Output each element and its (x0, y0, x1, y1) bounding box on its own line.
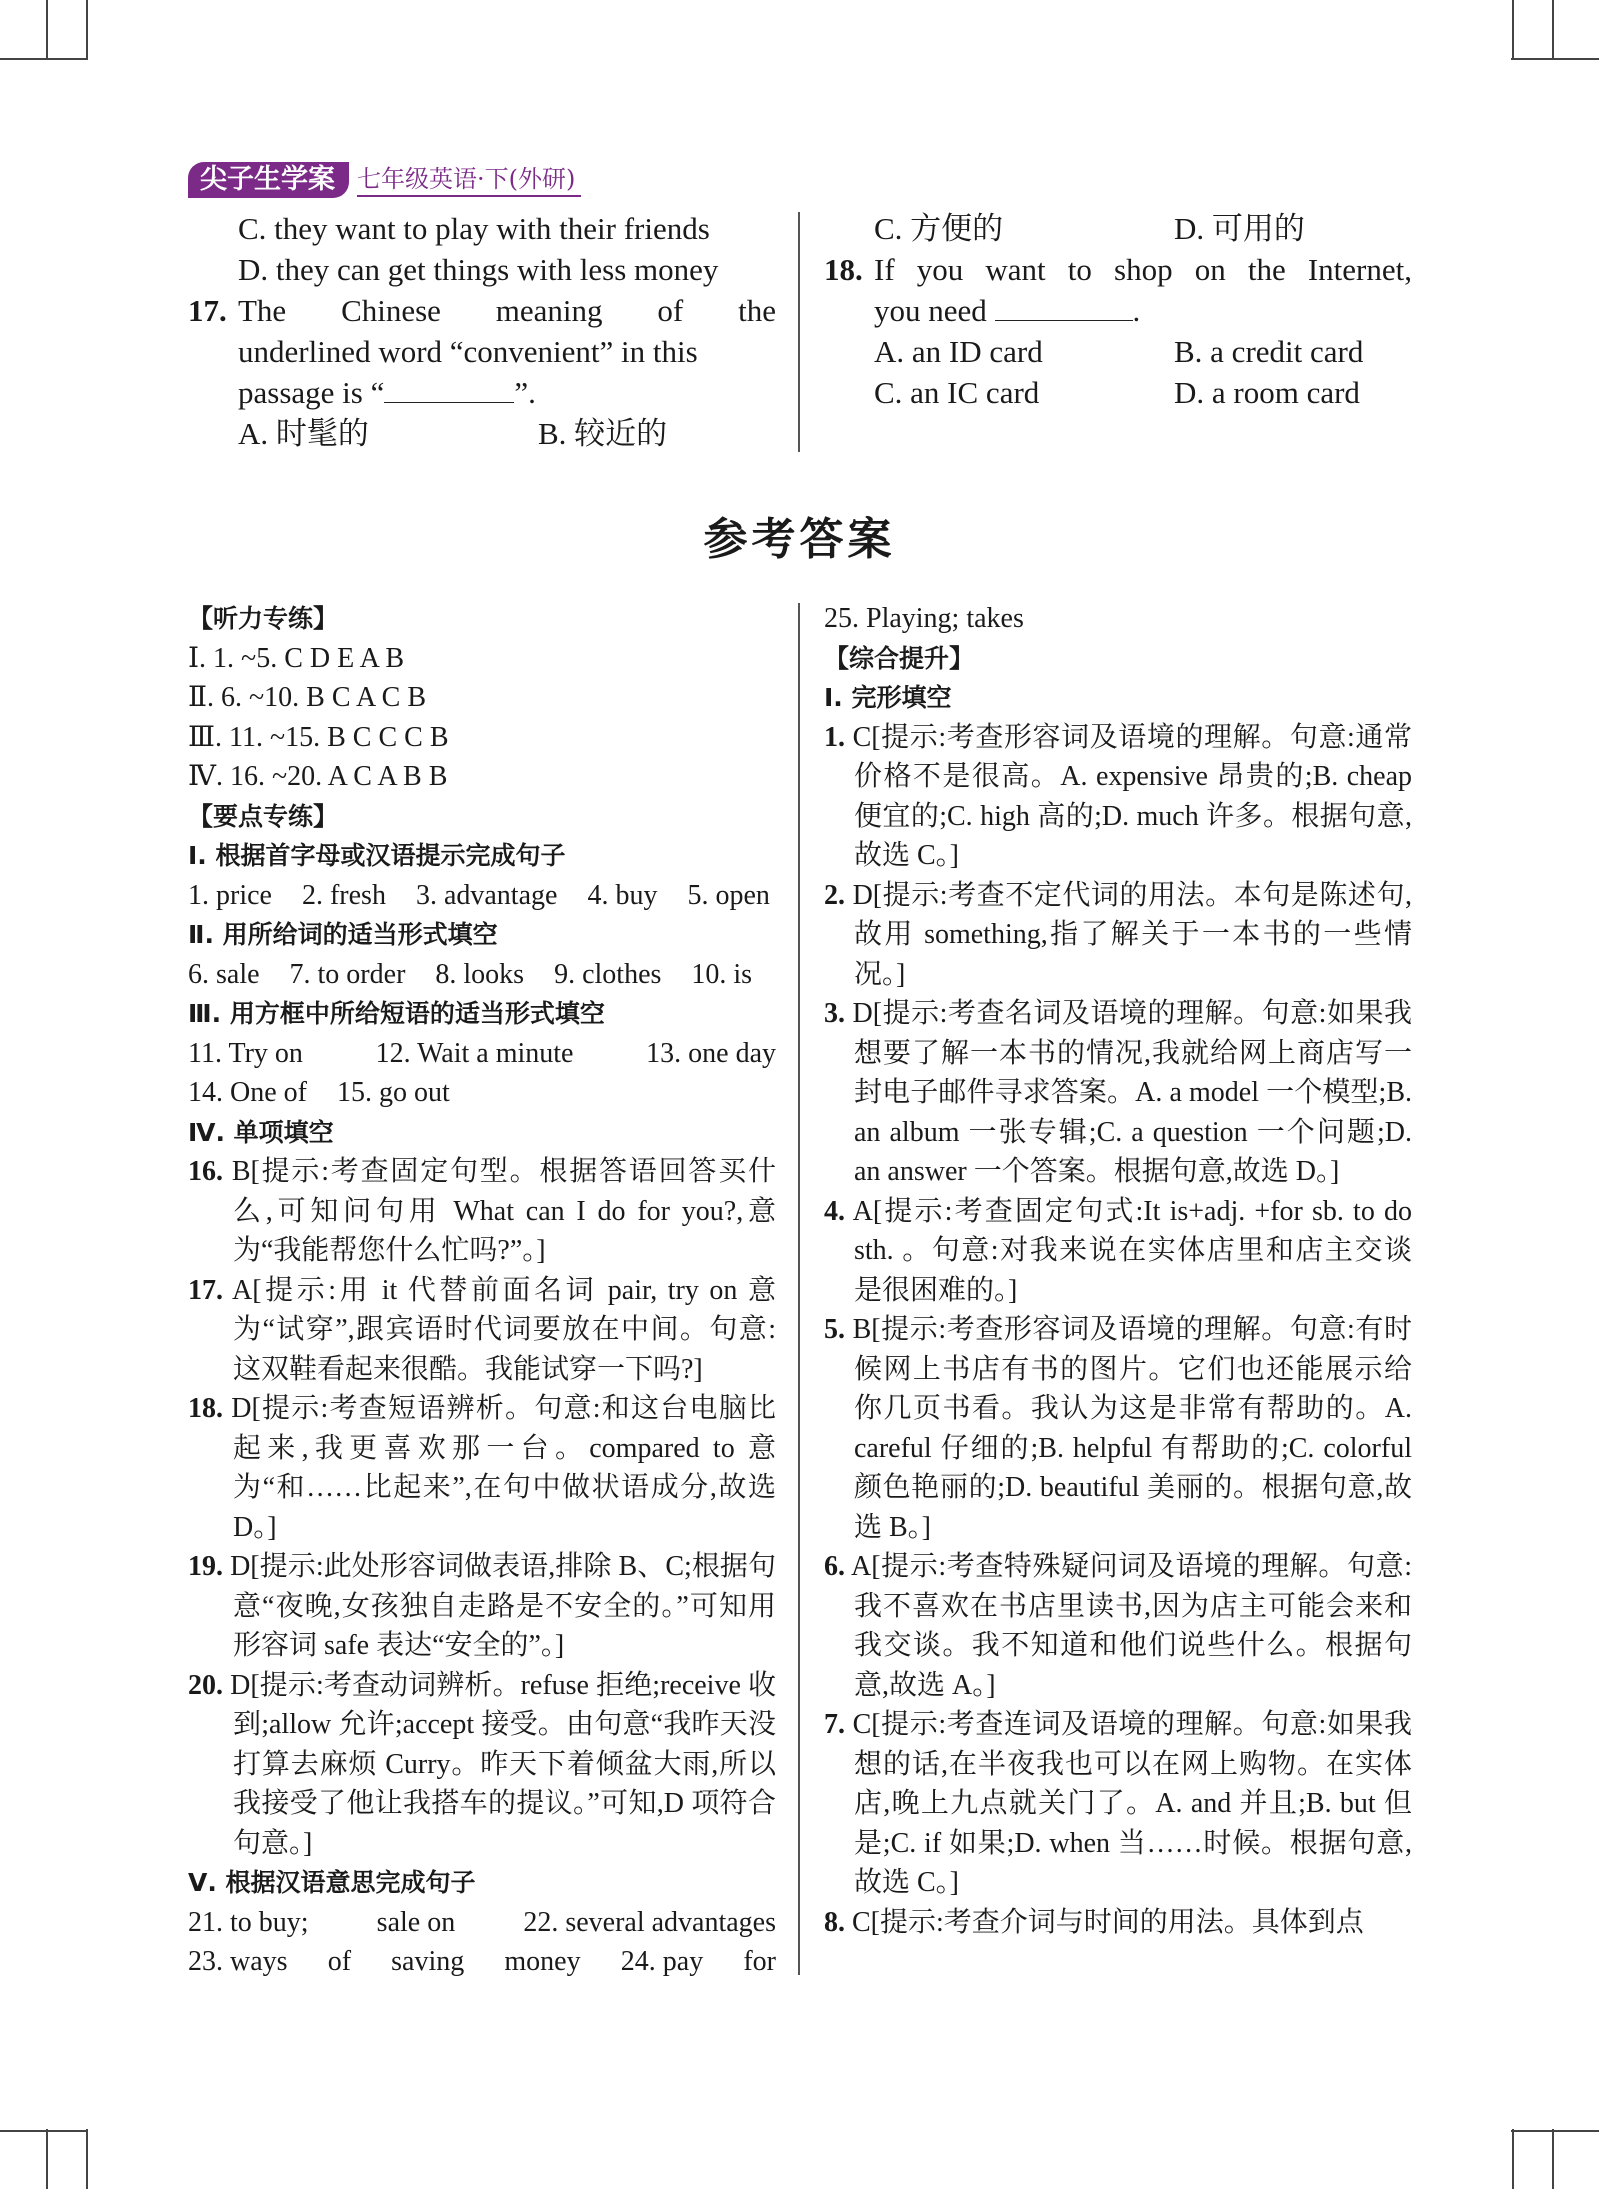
answers-row-6-10: 6. sale 7. to order 8. looks 9. clothes 10. is (188, 958, 753, 990)
column-divider (798, 212, 800, 452)
q17-option-b: B. 较近的 (538, 416, 668, 451)
q16-option-d: D. they can get things with less money (238, 252, 719, 287)
answers-left (188, 599, 776, 1982)
listening-answers-1: Ⅰ. 1. ~5. C D E A B (188, 642, 405, 674)
cloze-answer-7: 7. C[提示:考查连词及语境的理解。句意:如果我想的话,在半夜我也可以在网上购物。在实体店,晚上九点就关门了。A. and 并且;B. but 但是;C. if 如果;D. when 当……时候。根据句意,故选 C。] (824, 1709, 1412, 1898)
crop-mark (0, 2130, 88, 2132)
section-key-points: 【要点专练】 (188, 801, 339, 831)
subsection-cloze: Ⅰ. 完形填空 (824, 683, 952, 712)
crop-mark (1511, 2130, 1599, 2132)
q18-option-c: C. an IC card (874, 375, 1040, 410)
q18-option-d: D. a room card (1174, 375, 1360, 410)
q17-options-cd (824, 208, 1412, 249)
q18-options-ab (824, 331, 1412, 372)
answer-18: 18. D[提示:考查短语辨析。句意:和这台电脑比起来,我更喜欢那一台。compared to 意为“和……比起来”,在句中做状语成分,故选 D。] (188, 1393, 777, 1543)
crop-mark (86, 2129, 88, 2189)
q18-options-cd (824, 372, 1412, 413)
q17-line1 (188, 290, 776, 331)
answer-19: 19. D[提示:此处形容词做表语,排除 B、C;根据句意“夜晚,女孩独自走路是不安全的。”可知用形容词 safe 表达“安全的”。] (188, 1551, 776, 1661)
listening-answers-3: Ⅲ. 11. ~15. B C C C B (188, 721, 449, 753)
q17-option-c: C. 方便的 (874, 211, 1004, 246)
answers-row-1-5: 1. price 2. fresh 3. advantage 4. buy 5. open (188, 879, 770, 911)
section-comprehensive: 【综合提升】 (824, 643, 975, 673)
cloze-answer-8: 8. C[提示:考查介词与时间的用法。具体到点 (824, 1906, 1364, 1938)
crop-mark (1512, 2129, 1514, 2189)
q18-option-b: B. a credit card (1174, 334, 1364, 369)
answers-row-23-24: 23. ways of saving money 24. pay for (188, 1946, 776, 1977)
answers-row-14-15: 14. One of 15. go out (188, 1077, 450, 1108)
answer-key-title: 参考答案 (703, 514, 896, 565)
q17-option-a: A. 时髦的 (238, 416, 369, 451)
q16-option-c: C. they want to play with their friends (238, 211, 710, 246)
q18-option-a: A. an ID card (874, 334, 1043, 369)
answers-row-21-22: 21. to buy; sale on 22. several advantages (188, 1906, 776, 1938)
brand-logo: 尖子生学案 (188, 162, 349, 198)
answer-20: 20. D[提示:考查动词辨析。refuse 拒绝;receive 收到;allow 允许;accept 接受。由句意“我昨天没打算去麻烦 Curry。昨天下着倾盆大雨,所以我接受了他让我搭车的提议。”可知,D 项符合句意。] (188, 1669, 776, 1859)
q18-stem-end: you need . (874, 293, 1141, 328)
crop-mark (46, 0, 48, 60)
crop-mark (86, 0, 88, 60)
cloze-answer-4: 4. A[提示:考查固定句式:It is+adj. +for sb. to do sth. 。句意:对我来说在实体店里和店主交谈是很困难的。] (824, 1195, 1412, 1306)
q17-stem-end: passage is “ ”. (238, 375, 536, 410)
q18-stem: If you want to shop on the Internet, (874, 252, 1412, 287)
section-listening: 【听力专练】 (188, 604, 339, 633)
answers-right (824, 599, 1412, 1942)
crop-mark (1511, 58, 1599, 60)
subsection-3: Ⅲ. 用方框中所给短语的适当形式填空 (188, 999, 605, 1028)
q17-line2: underlined word “convenient” in this (238, 334, 698, 369)
answer-17: 17. A[提示:用 it 代替前面名词 pair, try on 意为“试穿”,跟宾语时代词要放在中间。句意:这双鞋看起来很酷。我能试穿一下吗?] (188, 1274, 776, 1385)
crop-mark (0, 58, 88, 60)
page-header (188, 162, 581, 198)
answer-blank (995, 294, 1133, 321)
questions-left (188, 208, 776, 454)
q17-word: the (738, 293, 776, 328)
cloze-answer-3: 3. D[提示:考查名词及语境的理解。句意:如果我想要了解一本书的情况,我就给网上商店写一封电子邮件寻求答案。A. a model 一个模型;B. an album 一张专辑;C. a question 一个问题;D. an answer 一个答案。根据句意,故选 D。] (824, 998, 1413, 1187)
q18-line1 (824, 249, 1412, 290)
q17-options-ab (188, 413, 776, 454)
crop-mark (1552, 0, 1554, 60)
q17-word: meaning (495, 293, 603, 328)
q17-word: of (657, 293, 684, 328)
q17-option-d: D. 可用的 (1174, 211, 1305, 246)
crop-mark (1512, 0, 1514, 60)
listening-answers-2: Ⅱ. 6. ~10. B C A C B (188, 682, 427, 713)
answer-25: 25. Playing; takes (824, 603, 1024, 634)
cloze-answer-1: 1. C[提示:考查形容词及语境的理解。句意:通常价格不是很高。A. expensive 昂贵的;B. cheap 便宜的;C. high 高的;D. much 许多。根据句意,故选 C。] (824, 721, 1412, 871)
answers-row-11-13: 11. Try on 12. Wait a minute 13. one day (188, 1037, 776, 1069)
subsection-4: Ⅳ. 单项填空 (188, 1117, 334, 1147)
q17-number: 17. (188, 293, 227, 328)
subsection-1: Ⅰ. 根据首字母或汉语提示完成句子 (188, 841, 566, 870)
answer-blank (384, 376, 514, 403)
q18-number: 18. (824, 252, 863, 287)
answer-16: 16. B[提示:考查固定句型。根据答语回答买什么,可知问句用 What can I do for you?,意为“我能帮您什么忙吗?”。] (188, 1156, 776, 1266)
crop-mark (46, 2129, 48, 2189)
subsection-2: Ⅱ. 用所给词的适当形式填空 (188, 920, 498, 949)
cloze-answer-5: 5. B[提示:考查形容词及语境的理解。句意:有时候网上书店有书的图片。它们也还能展示给你几页书看。我认为这是非常有帮助的。A. careful 仔细的;B. helpful 有帮助的;C. colorful 颜色艳丽的;D. beautiful 美丽的。根据句意,故选 B。] (824, 1314, 1412, 1543)
crop-mark (1552, 2129, 1554, 2189)
subsection-5: Ⅴ. 根据汉语意思完成句子 (188, 1868, 476, 1897)
column-divider (798, 603, 800, 1975)
cloze-answer-2: 2. D[提示:考查不定代词的用法。本句是陈述句,故用 something,指了解关于一本书的一些情况。] (824, 879, 1413, 990)
q17-word: Chinese (341, 293, 441, 328)
q17-word: The (238, 293, 287, 328)
questions-right (824, 208, 1412, 413)
listening-answers-4: Ⅳ. 16. ~20. A C A B B (188, 761, 448, 792)
book-series: 七年级英语·下(外研) (357, 163, 581, 197)
cloze-answer-6: 6. A[提示:考查特殊疑问词及语境的理解。句意:我不喜欢在书店里读书,因为店主可能会来和我交谈。我不知道和他们说些什么。根据句意,故选 A。] (824, 1551, 1412, 1701)
